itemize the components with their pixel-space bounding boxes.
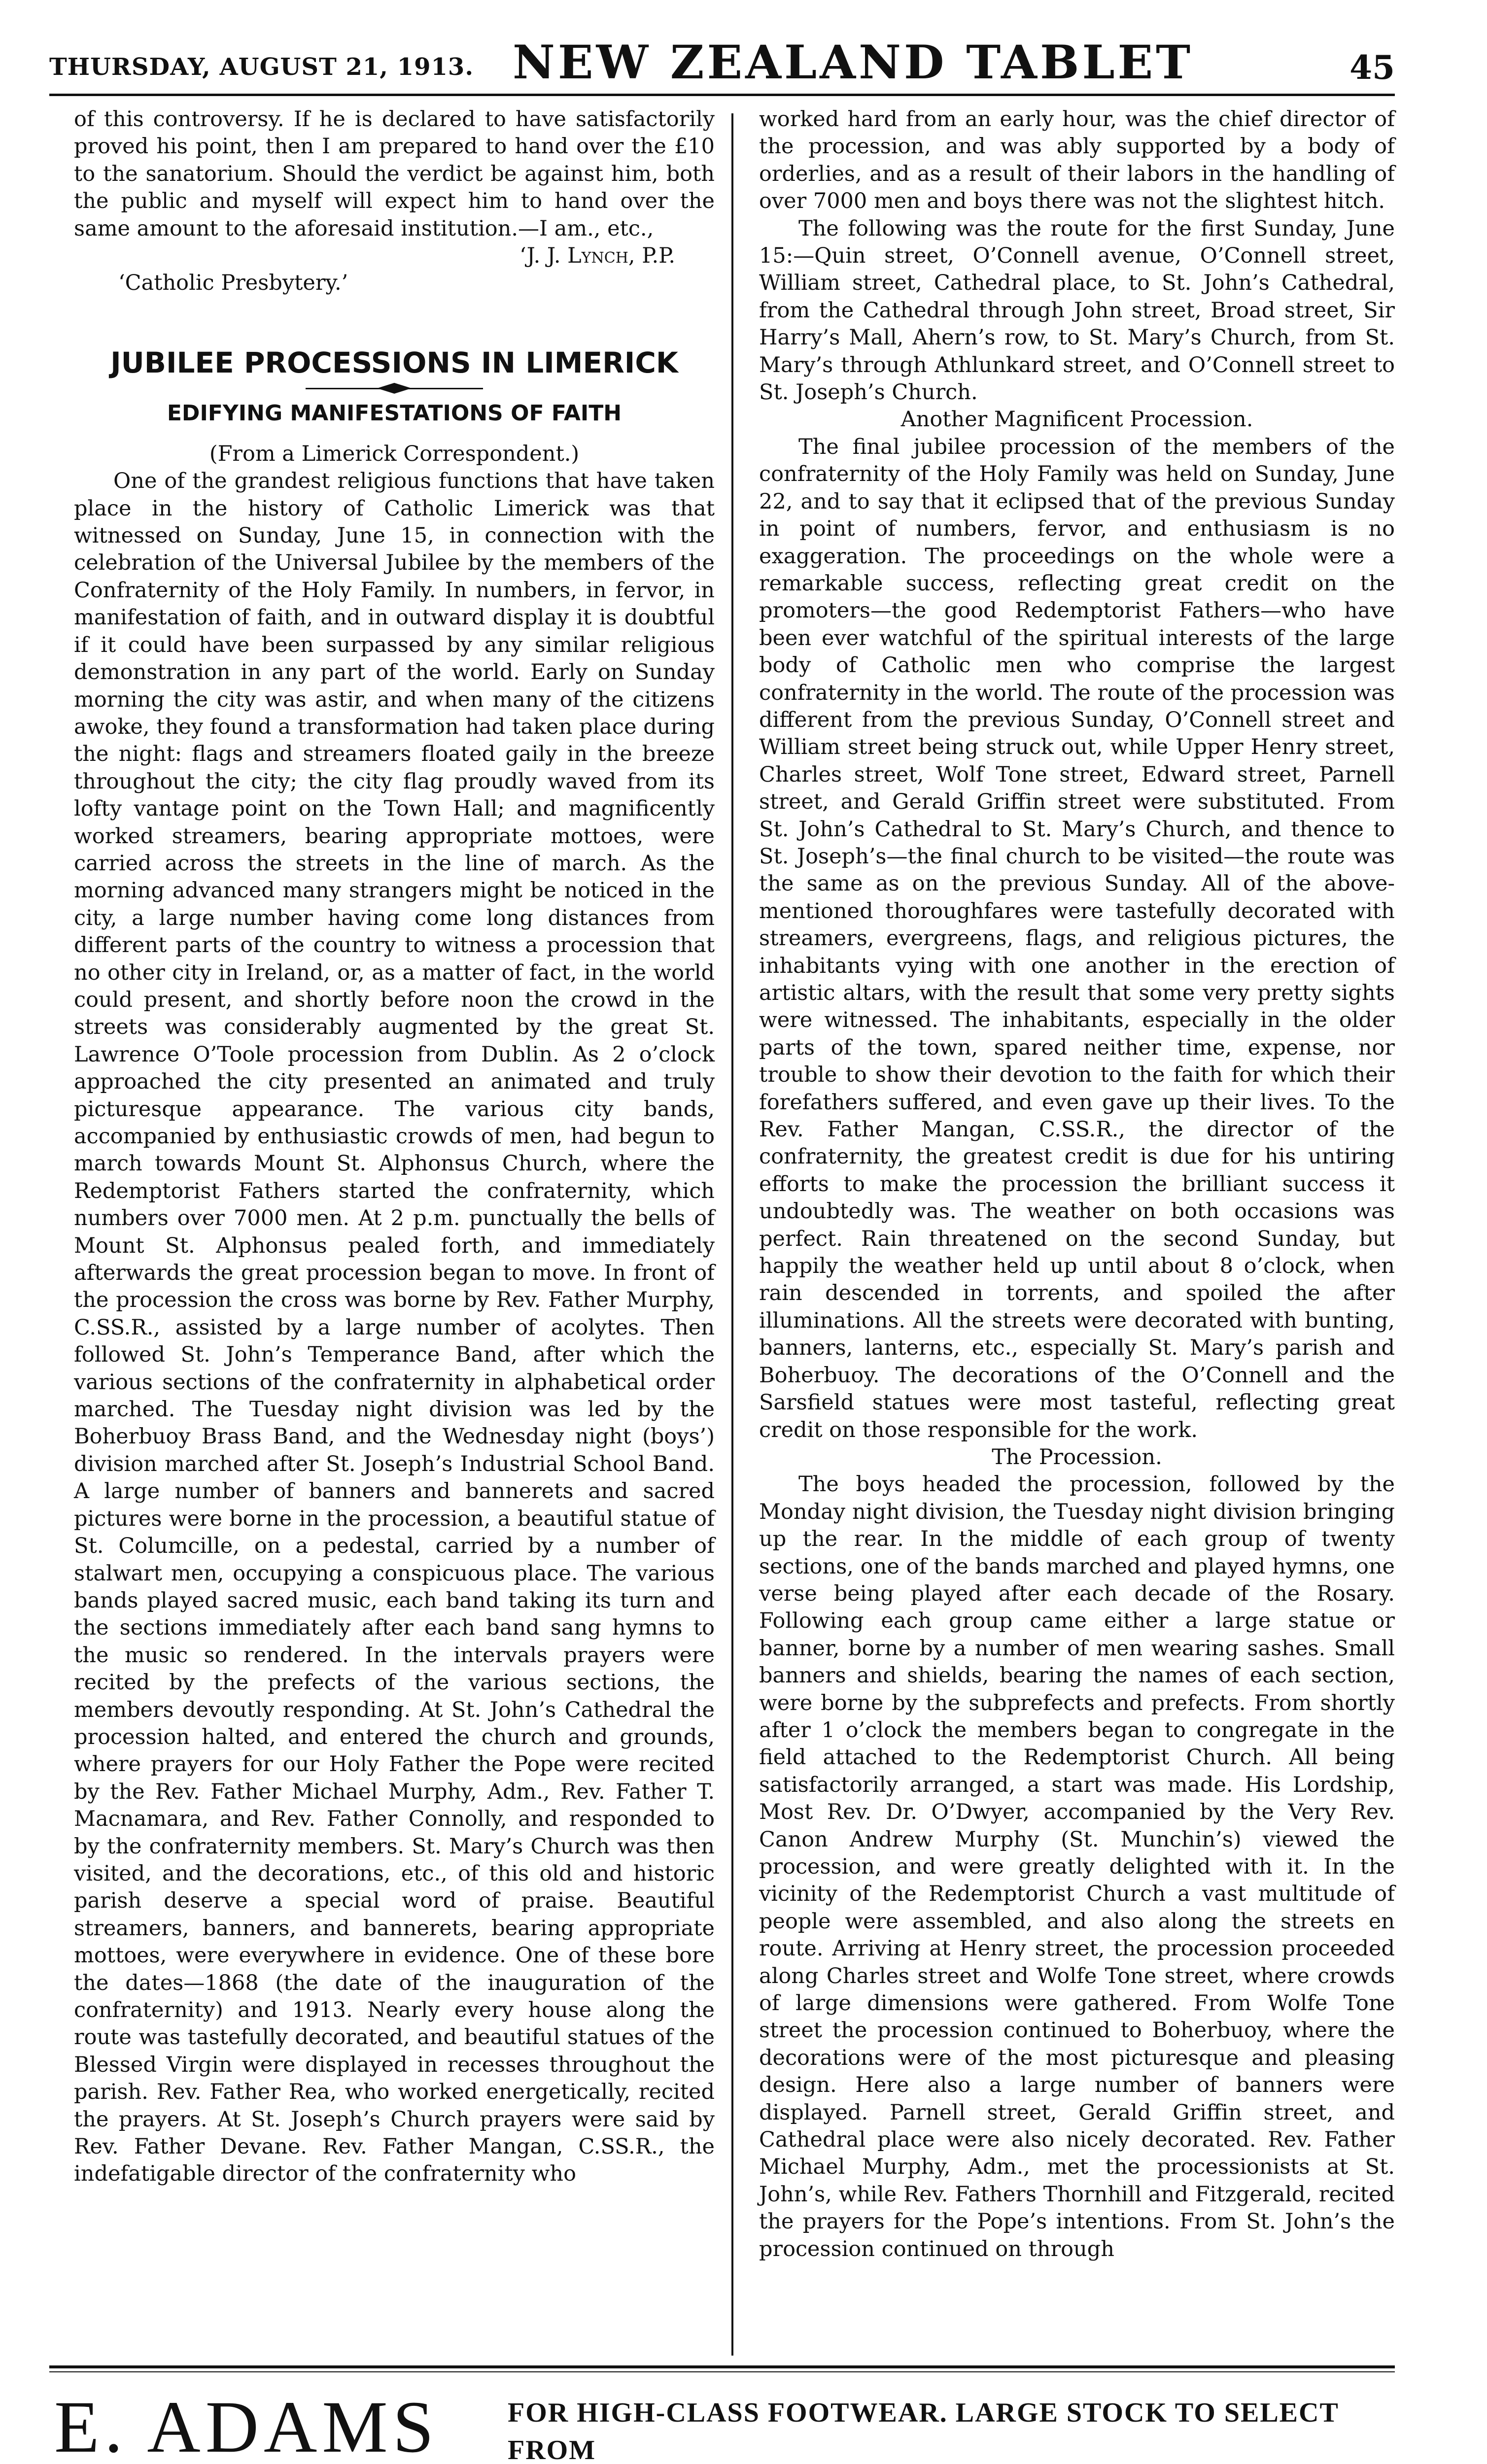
article-byline: (From a Limerick Correspondent.) <box>209 441 580 466</box>
advert-text <box>508 2394 1395 2464</box>
letter-source: ‘Catholic Presbytery.’ <box>118 271 348 296</box>
article-paragraph: The following was the route for the first Sunday, June 15:—Quin street, O’Connell avenue, O’Connell street, William street, Cathedral place, to St. John’s Cathedral, from the Cathedral through John street, Broad street, Sir Harry’s Mall, Ahern’s row, to St. Mary’s Church, from St. Mary’s through Athlunkard street, and O’Connell street to St. Joseph’s Church. <box>759 216 1395 405</box>
headline-divider <box>74 379 715 399</box>
section-heading: Another Magnificent Procession. <box>900 407 1253 432</box>
article-paragraph: One of the grandest religious functions that have taken place in the history of Catholic Limerick was that witnessed on Sunday, June 15, in connection with the celebration of the Universal Jubilee by the members of the Confraternity of the Holy Family. In numbers, in fervor, in manifestation of faith, and in outward display it is doubtful if it could have been surpassed by any similar religious demonstration in any part of the world. Early on Sunday morning the city was astir, and when many of the citizens awoke, they found a transformation had taken place during the night: flags and streamers floated gaily in the breeze throughout the city; the city flag proudly waved from its lofty vantage point on the Town Hall; and magnificently worked streamers, bearing appropriate mottoes, were carried across the streets in the line of march. As the morning advanced many strangers might be noticed in the city, a large number having come long distances from different parts of the country to witness a procession that no other city in Ireland, or, as a matter of fact, in the world could present, and shortly before noon the crowd in the streets was considerably augmented by the great St. Lawrence O’Toole procession from Dublin. As 2 o’clock approached the city presented an animated and truly picturesque appearance. The various city bands, accompanied by enthusiastic crowds of men, had begun to march towards Mount St. Alphonsus Church, where the Redemptorist Fathers started the confraternity, which numbers over 7000 men. At 2 p.m. punctually the bells of Mount St. Alphonsus pealed forth, and immediately afterwards the great procession began to move. In front of the procession the cross was borne by Rev. Father Murphy, C.SS.R., assisted by a large number of acolytes. Then followed St. John’s Temperance Band, after which the various sections of the confraternity in alphabetical order marched. The Tuesday night division was led by the Boherbuoy Brass Band, and the Wednesday night (boys’) division marched after St. Joseph’s Industrial School Band. A large number of banners and bannerets and sacred pictures were borne in the procession, a beautiful statue of St. Columcille, on a pedestal, carried by a number of stalwart men, occupying a conspicuous place. The various bands played sacred music, each band taking its turn and the sections immediately after each band sang hymns to the music so rendered. In the intervals prayers were recited by the prefects of the various sections, the members devoutly responding. At St. John’s Cathedral the procession halted, and entered the church and grounds, where prayers for our Holy Father the Pope were recited by the Rev. Father Michael Murphy, Adm., Rev. Father T. Macnamara, and Rev. Father Connolly, and responded to by the confraternity members. St. Mary’s Church was then visited, and the decorations, etc., of this old and historic parish deserve a special word of praise. Beautiful streamers, banners, and bannerets, bearing appropriate mottoes, were everywhere in evidence. One of these bore the dates—1868 (the date of the inauguration of the confraternity) and 1913. Nearly every house along the route was tastefully decorated, and beautiful statues of the Blessed Virgin were displayed in recesses throughout the parish. Rev. Father Rea, who worked energetically, recited the prayers. At St. Joseph’s Church prayers were said by Rev. Father Devane. Rev. Father Mangan, C.SS.R., the indefatigable director of the confraternity who <box>74 469 715 2187</box>
article-headline: JUBILEE PROCESSIONS IN LIMERICK <box>110 345 678 379</box>
article-subheadline: EDIFYING MANIFESTATIONS OF FAITH <box>167 400 622 426</box>
advert-line-1: FOR HIGH-CLASS FOOTWEAR. LARGE STOCK TO SELECT FROM <box>508 2397 1339 2464</box>
right-column <box>759 106 1395 2263</box>
column-divider <box>731 113 733 2356</box>
issue-date: THURSDAY, AUGUST 21, 1913. <box>49 53 474 81</box>
article-paragraph: worked hard from an early hour, was the chief director of the procession, and was ably supported by a body of orderlies, and as a result of their labors in the handling of over 7000 men and boys there was not the slightest hitch. <box>759 107 1395 214</box>
letter-signature: ‘J. J. Lynch, P.P. <box>519 243 675 269</box>
advert-name: E. ADAMS <box>54 2386 439 2464</box>
newspaper-title: NEW ZEALAND TABLET <box>513 35 1194 90</box>
left-column <box>74 106 715 2188</box>
masthead <box>49 29 1395 93</box>
page-number: 45 <box>1349 48 1395 87</box>
advertisement <box>49 2380 1395 2464</box>
advert-rule <box>49 2365 1395 2368</box>
divider-ornament <box>377 383 412 394</box>
letter-text: of this controversy. If he is declared to have satisfactorily proved his point, then I am prepared to hand over the £10 to the sanatorium. Should the verdict be against him, both the public and myself will expect him to hand over the same amount to the aforesaid institution.—I am., etc., <box>74 107 715 241</box>
article-paragraph: The final jubilee procession of the members of the confraternity of the Holy Family was held on Sunday, June 22, and to say that it eclipsed that of the previous Sunday in point of numbers, fervor, and enthusiasm is no exaggeration. The proceedings on the whole were a remarkable success, reflecting great credit on the promoters—the good Redemptorist Fathers—who have been ever watchful of the spiritual interests of the large body of Catholic men who comprise the largest confraternity in the world. The route of the procession was different from the previous Sunday, O’Connell street and William street being struck out, while Upper Henry street, Charles street, Wolf Tone street, Edward street, Parnell street, and Gerald Griffin street were substituted. From St. John’s Cathedral to St. Mary’s Church, and thence to St. Joseph’s—the final church to be visited—the route was the same as on the previous Sunday. All of the above-mentioned thoroughfares were tastefully decorated with streamers, evergreens, flags, and religious pictures, the inhabitants vying with one another in the erection of artistic altars, with the result that some very pretty sights were witnessed. The inhabitants, especially in the older parts of the town, spared neither time, expense, nor trouble to show their devotion to the faith for which their forefathers suffered, and even gave up their lives. To the Rev. Father Mangan, C.SS.R., the director of the confraternity, the greatest credit is due for his untiring efforts to make the procession the brilliant success it undoubtedly was. The weather on both occasions was perfect. Rain threatened on the second Sunday, but happily the weather held up until about 8 o’clock, when rain descended in torrents, and spoiled the after illuminations. All the streets were decorated with bunting, banners, lanterns, etc., especially St. Mary’s parish and Boherbuoy. The decorations of the O’Connell and the Sarsfield statues were most tasteful, reflecting great credit on those responsible for the work. <box>759 434 1395 1442</box>
article-paragraph: The boys headed the procession, followed by the Monday night division, the Tuesday night division bringing up the rear. In the middle of each group of twenty sections, one of the bands marched and played hymns, one verse being played after each decade of the Rosary. Following each group came either a large statue or banner, borne by a number of men wearing sashes. Small banners and shields, bearing the names of each section, were borne by the subprefects and prefects. From shortly after 1 o’clock the members began to congregate in the field attached to the Redemptorist Church. All being satisfactorily arranged, a start was made. His Lordship, Most Rev. Dr. O’Dwyer, accompanied by the Very Rev. Canon Andrew Murphy (St. Munchin’s) viewed the procession, and were greatly delighted with it. In the vicinity of the Redemptorist Church a vast multitude of people were assembled, and also along the streets en route. Arriving at Henry street, the procession proceeded along Charles street and Wolfe Tone street, where crowds of large dimensions were gathered. From Wolfe Tone street the procession continued to Boherbuoy, where the decorations were of the most picturesque and pleasing design. Here also a large number of banners were displayed. Parnell street, Gerald Griffin street, and Cathedral place were also nicely decorated. Rev. Father Michael Murphy, Adm., met the processionists at St. John’s, while Rev. Fathers Thornhill and Fitzgerald, recited the prayers for the Pope’s intentions. From St. John’s the procession continued on through <box>759 1472 1395 2261</box>
masthead-rule <box>49 94 1395 96</box>
advert-rule-thin <box>49 2371 1395 2372</box>
section-heading: The Procession. <box>992 1444 1162 1470</box>
